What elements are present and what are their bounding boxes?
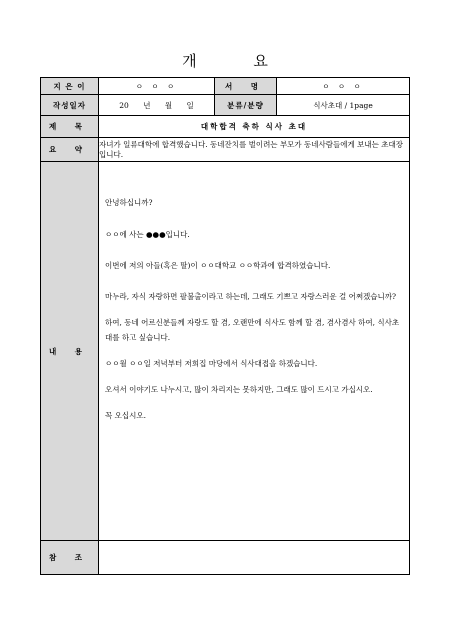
content-paragraph-closing: 꼭 오십시오. (105, 411, 146, 420)
content-paragraph-welcome: 오셔서 이야기도 나누시고, 많이 차리지는 못하지만, 그래도 많이 드시고 가십시오. (105, 385, 373, 394)
date-value: 20 년 월 일 (99, 95, 215, 116)
content-paragraph-schedule: ㅇㅇ월 ㅇㅇ일 저녁부터 저희집 마당에서 식사대접을 하겠습니다. (105, 359, 318, 368)
content-body (99, 162, 410, 541)
overview-form (40, 77, 410, 575)
document-title: 개 요 (182, 52, 294, 70)
content-label: 내 용 (41, 162, 99, 541)
content-paragraph-intro: ㅇㅇ에 사는 ●●●입니다. (105, 230, 190, 239)
content-paragraph-pride: 마누라, 자식 자랑하면 팔불출이라고 하는데, 그래도 기쁘고 자랑스러운 걸 어쩌겠습니까? (105, 292, 397, 301)
content-paragraph-greeting: 안녕하십니까? (105, 198, 153, 207)
content-paragraph-news: 이번에 저의 아들(혹은 딸)이 ㅇㅇ대학교 ㅇㅇ학과에 합격하였습니다. (105, 261, 331, 270)
content-paragraph-invitation: 하여, 동네 어르신분들께 자랑도 할 겸, 오랜만에 식사도 함께 할 겸, 겸사겸사 하여, 식사초대를 하고 싶습니다. (105, 318, 400, 342)
reference-value (99, 541, 410, 575)
author-label: 지 은 이 (41, 78, 99, 95)
date-label: 작성일자 (41, 95, 99, 116)
subject-label: 제 목 (41, 116, 99, 138)
summary-value: 자녀가 일류대학에 합격했습니다. 동네잔치를 벌이려는 부모가 동네사람들에게 보내는 초대장입니다. (99, 138, 410, 162)
signature-label: 서 명 (215, 78, 277, 95)
reference-label: 참 조 (41, 541, 99, 575)
subject-value: 대학합격 축하 식사 초대 (99, 116, 410, 138)
signature-value: ㅇ ㅇ ㅇ (277, 78, 410, 95)
category-value: 식사초대 / 1page (277, 95, 410, 116)
author-value: ㅇ ㅇ ㅇ (99, 78, 215, 95)
summary-label: 요 약 (41, 138, 99, 162)
category-label: 분류/분량 (215, 95, 277, 116)
